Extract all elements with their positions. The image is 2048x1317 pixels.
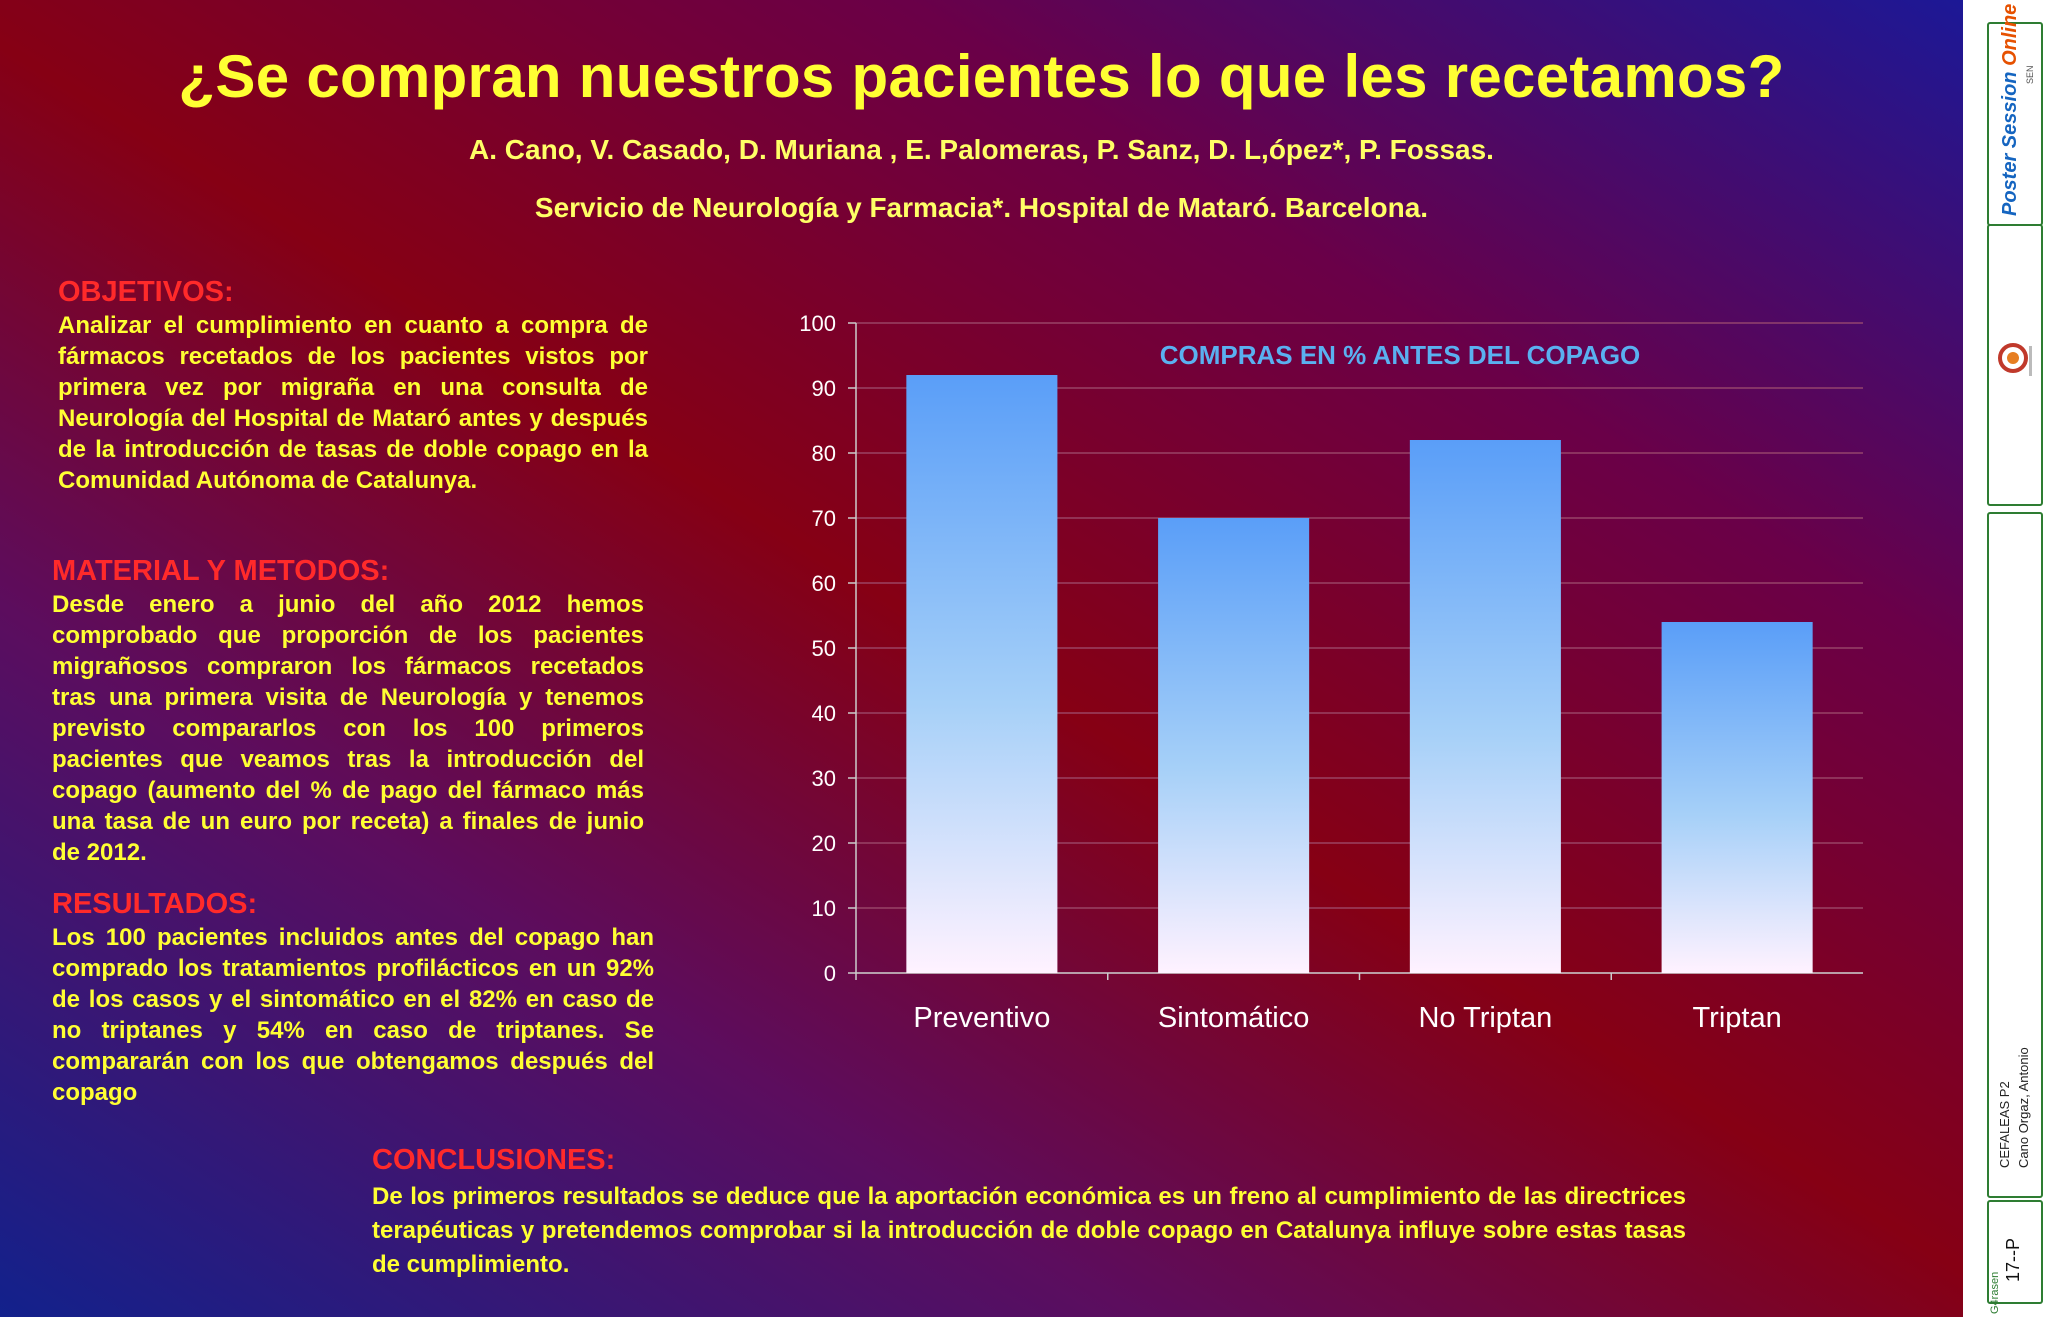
society-seal-icon [1995, 336, 2035, 390]
poster-title: ¿Se compran nuestros pacientes lo que les recetamos? [178, 43, 1785, 110]
logo-text-online: Online [1999, 3, 2021, 66]
x-category-label: Preventivo [913, 1002, 1051, 1034]
poster-id: 17--P [2003, 1237, 2023, 1282]
poster-session-online-logo [1987, 3, 2043, 226]
bar-no-triptan [1410, 440, 1561, 973]
bar-chart [780, 300, 1890, 1060]
material-text: Desde enero a junio del año 2012 hemos comprobado que proporción de los pacientes migrañosos compraron los fármacos recetados tras una primera visita de Neurología y tenemos previsto compararlos con los 100 primeros pacientes que veamos tras la introducción del copago (aumento del % de pago del fármaco más una tasa de un euro por receta) a finales de junio de 2012. [52, 591, 644, 866]
society-logo-box [1987, 224, 2043, 506]
x-category-label: No Triptan [1418, 1002, 1553, 1034]
y-tick-label: 20 [811, 831, 836, 856]
logo-text-session: Session [1999, 71, 2021, 149]
chart-title: COMPRAS EN % ANTES DEL COPAGO [1159, 340, 1641, 370]
bar-sintomático [1158, 518, 1309, 973]
y-tick-label: 50 [811, 636, 836, 661]
resultados-text: Los 100 pacientes incluidos antes del copago han comprado los tratamientos profilácticos en un 92% de los casos y el sintomático en el 82% en caso de no triptanes y 54% en caso de triptanes. Se compararán con los que obtengamos después del copago [52, 924, 654, 1106]
y-tick-label: 100 [799, 311, 836, 336]
logo-text-poster: Poster [1999, 153, 2021, 216]
material-heading: MATERIAL Y METODOS: [52, 555, 390, 587]
sidebar-footer: G4rasen [1989, 1271, 2001, 1314]
author-label: Cano Orgaz, Antonio [2016, 1047, 2031, 1168]
objetivos-heading: OBJETIVOS: [58, 276, 234, 308]
poster-authors: A. Cano, V. Casado, D. Muriana , E. Palomeras, P. Sanz, D. L,ópez*, P. Fossas. [469, 134, 1494, 165]
bar-preventivo [906, 375, 1057, 973]
y-tick-label: 10 [811, 896, 836, 921]
x-category-label: Triptan [1692, 1002, 1782, 1034]
y-tick-label: 60 [811, 571, 836, 596]
y-tick-label: 30 [811, 766, 836, 791]
conclusiones-heading: CONCLUSIONES: [372, 1144, 616, 1176]
y-tick-label: 90 [811, 376, 836, 401]
y-tick-label: 80 [811, 441, 836, 466]
session-label: CEFALEAS P2 [1997, 1081, 2012, 1168]
y-tick-label: 0 [823, 961, 836, 986]
x-category-label: Sintomático [1157, 1002, 1310, 1034]
logo-small-text: SEN [2025, 65, 2035, 84]
session-info-box [1987, 512, 2043, 1198]
conclusiones-text: De los primeros resultados se deduce que la aportación económica es un freno al cumplimiento de las directrices terapéuticas y pretendemos comprobar si la introducción de doble copago en Catalunya influye sobre estas tasas de cumplimiento. [372, 1183, 1686, 1278]
y-tick-label: 70 [811, 506, 836, 531]
sidebar [1963, 0, 2048, 1317]
resultados-heading: RESULTADOS: [52, 888, 258, 920]
poster-affiliation: Servicio de Neurología y Farmacia*. Hospital de Mataró. Barcelona. [534, 192, 1429, 223]
objetivos-text: Analizar el cumplimiento en cuanto a compra de fármacos recetados de los pacientes vistos por primera vez por migraña en una consulta de Neurología del Hospital de Mataró antes y después de la introducción de tasas de doble copago en la Comunidad Autónoma de Catalunya. [58, 312, 648, 494]
y-tick-label: 40 [811, 701, 836, 726]
bar-triptan [1662, 622, 1813, 973]
